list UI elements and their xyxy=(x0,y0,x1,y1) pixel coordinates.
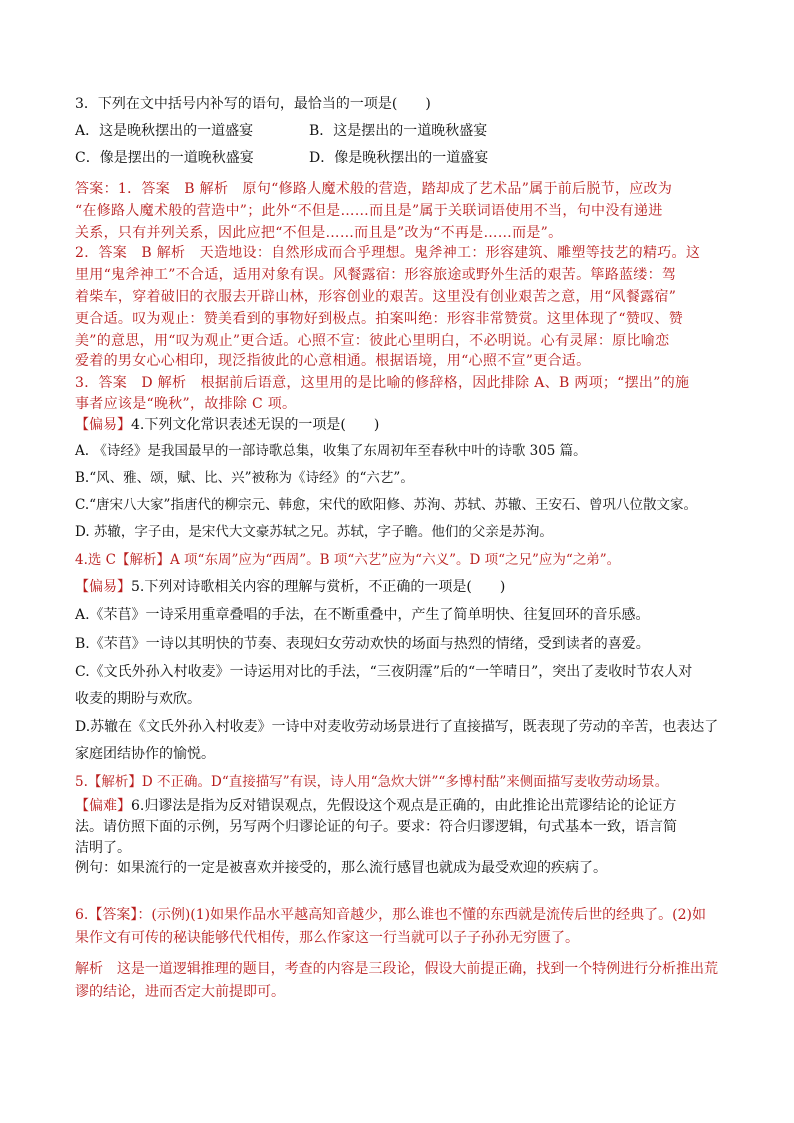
answer-line: “在修路人魔术般的营造中”；此外“不但是……而且是”属于关联词语使用不当，句中没有递进 xyxy=(75,203,663,219)
answer-line: 更合适。叹为观止：赞美看到的事物好到极点。拍案叫绝：形容非常赞赏。这里体现了“赞叹、赞 xyxy=(75,311,684,327)
q3-option-b: B．这是摆出的一道晚秋盛宴 xyxy=(309,123,488,139)
q6-answer-cont: 果作文有可传的秘诀能够代代相传，那么作家这一行当就可以子子孙孙无穷匮了。 xyxy=(75,930,579,946)
q4-answer: 4.选 C【解析】A 项“东周”应为“西周”。B 项“六艺”应为“六义”。D 项“之兄”应为“之弟”。 xyxy=(75,552,621,568)
answer-line: 里用“鬼斧神工”不合适，适用对象有误。风餐露宿：形容旅途或野外生活的艰苦。筚路蓝缕：驾 xyxy=(75,267,677,283)
answer-line: 爱着的男女心心相印，现泛指彼此的心意相通。根据语境，用“心照不宣”更合适。 xyxy=(75,353,591,369)
q5-stem: 5.下列对诗歌相关内容的理解与赏析，不正确的一项是( ) xyxy=(131,579,506,595)
q4-option-b: B.“风、雅、颂，赋、比、兴”被称为《诗经》的“六艺”。 xyxy=(75,470,414,486)
q6-answer: 6.【答案】：(示例)(1)如果作品水平越高知音越少，那么谁也不懂的东西就是流传后世的经典了。(2)如 xyxy=(75,907,706,923)
q4-stem: 4.下列文化常识表述无误的一项是( ) xyxy=(131,417,380,433)
q3-option-d: D．像是晚秋摆出的一道盛宴 xyxy=(309,150,489,166)
difficulty-tag: 【偏易】 xyxy=(75,417,131,433)
q6-stem-line xyxy=(75,795,676,817)
difficulty-tag: 【偏难】 xyxy=(75,798,131,814)
q5-option-d-cont: 家庭团结协作的愉悦。 xyxy=(75,746,215,762)
q4-option-a: A. 《诗经》是我国最早的一部诗歌总集，收集了东周初年至春秋中叶的诗歌 305 篇。 xyxy=(75,443,587,459)
q5-option-a: A.《芣苢》一诗采用重章叠唱的手法，在不断重叠中，产生了简单明快、往复回环的音乐感。 xyxy=(75,607,650,623)
answer-line: 3．答案 D 解析 根据前后语意，这里用的是比喻的修辞格，因此排除 A、B 两项；“摆出”的施 xyxy=(75,375,690,391)
q3-stem: 3．下列在文中括号内补写的语句，最恰当的一项是( ) xyxy=(75,96,431,112)
q6-example: 例句：如果流行的一定是被喜欢并接受的，那么流行感冒也就成为最受欢迎的疾病了。 xyxy=(75,860,607,876)
q4-option-d: D. 苏辙，字子由，是宋代大文豪苏轼之兄。苏轼，字子瞻。他们的父亲是苏洵。 xyxy=(75,524,553,540)
q3-option-c: C．像是摆出的一道晚秋盛宴 xyxy=(75,150,254,166)
answer-line: 答案：1．答案 B 解析 原句“修路人魔术般的营造，踏却成了艺术品”属于前后脱节，应改为 xyxy=(75,181,673,197)
q3-option-a: A．这是晚秋摆出的一道盛宴 xyxy=(75,123,254,139)
q5-option-b: B.《芣苢》一诗以其明快的节奏、表现妇女劳动欢快的场面与热烈的情绪，受到读者的喜爱。 xyxy=(75,636,650,652)
difficulty-tag: 【偏易】 xyxy=(75,579,131,595)
q6-stem-cont: 洁明了。 xyxy=(75,840,131,856)
q6-analysis: 解析 这是一道逻辑推理的题目，考查的内容是三段论，假设大前提正确，找到一个特例进行分析推出荒 xyxy=(75,961,718,977)
q4-option-c: C.“唐宋八大家”指唐代的柳宗元、韩愈，宋代的欧阳修、苏洵、苏轼、苏辙、王安石、曾巩八位散文家。 xyxy=(75,497,697,513)
q4-stem-line xyxy=(75,414,379,436)
answer-line: 美”的意思，用“叹为观止”更合适。心照不宣：彼此心里明白，不必明说。心有灵犀：原比喻恋 xyxy=(75,333,670,349)
answer-line: 着柴车，穿着破旧的衣服去开辟山林，形容创业的艰苦。这里没有创业艰苦之意，用“风餐露宿” xyxy=(75,289,677,305)
q5-option-d: D.苏辙在《文氏外孙入村收麦》一诗中对麦收劳动场景进行了直接描写，既表现了劳动的辛苦，也表达了 xyxy=(75,719,719,735)
answer-line: 事者应该是“晚秋”，故排除 C 项。 xyxy=(75,396,297,412)
answer-line: 2．答案 B 解析 天造地设：自然形成而合乎理想。鬼斧神工：形容建筑、雕塑等技艺的精巧。这 xyxy=(75,245,701,261)
q5-answer: 5.【解析】D 不正确。D“直接描写”有误，诗人用“急炊大饼”“多博村酤”来侧面描写麦收劳动场景。 xyxy=(75,774,669,790)
q5-stem-line xyxy=(75,576,505,598)
q6-stem-cont: 法。请仿照下面的示例，另写两个归谬论证的句子。要求：符合归谬逻辑，句式基本一致，语言简 xyxy=(75,819,677,835)
q6-stem: 6.归谬法是指为反对错误观点，先假设这个观点是正确的，由此推论出荒谬结论的论证方 xyxy=(131,798,677,814)
answer-line: 关系，只有并列关系，因此应把“不但是……而且是”改为“不再是……而是”。 xyxy=(75,225,563,241)
q6-analysis-cont: 谬的结论，进而否定大前提即可。 xyxy=(75,984,285,1000)
q5-option-c-cont: 收麦的期盼与欢欣。 xyxy=(75,691,201,707)
q5-option-c: C.《文氏外孙入村收麦》一诗运用对比的手法，“三夜阴霪”后的“一竿晴日”，突出了麦收时节农人对 xyxy=(75,664,693,680)
